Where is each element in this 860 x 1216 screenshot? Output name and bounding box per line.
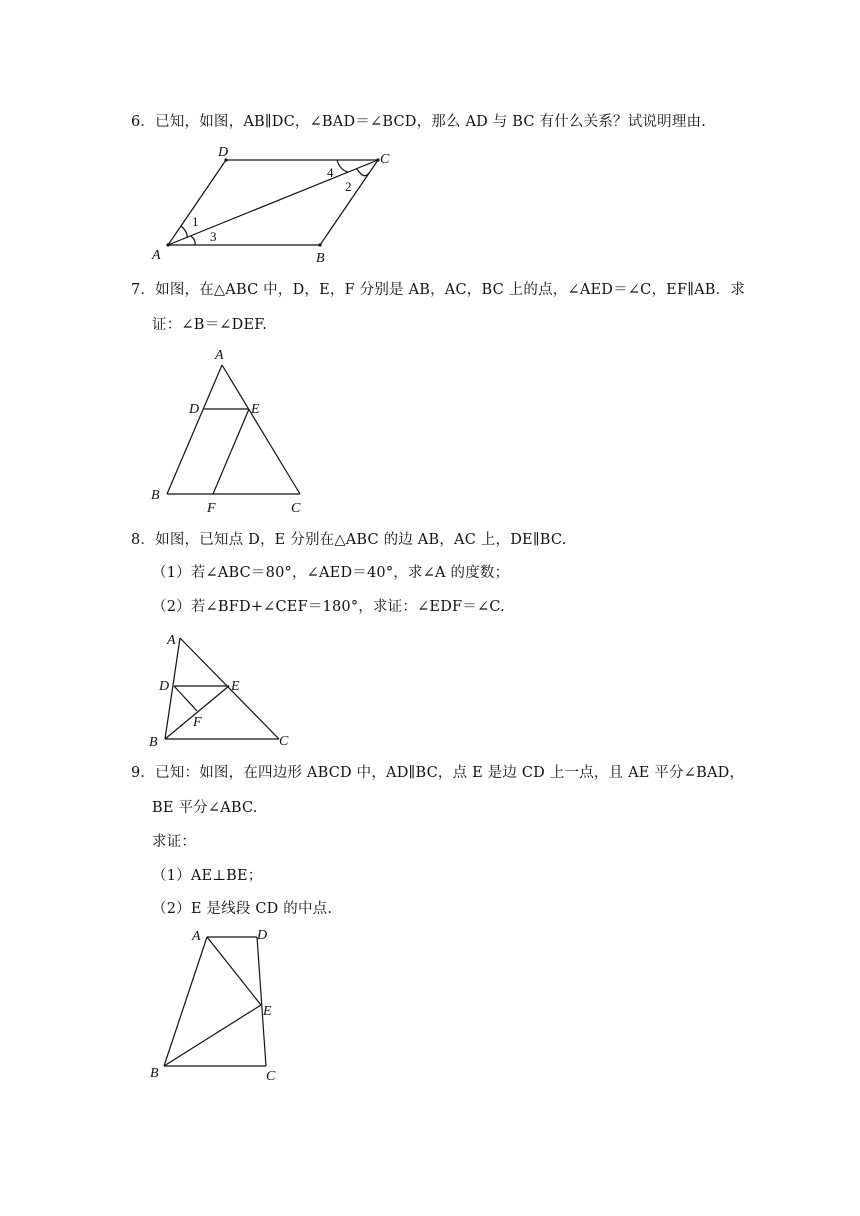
- problem-7-figure: [145, 345, 325, 520]
- problem-9-part-2: （2）E 是线段 CD 的中点.: [152, 901, 333, 917]
- problem-7-text-line2: 证：∠B＝∠DEF.: [152, 317, 268, 333]
- segment-ad: [168, 160, 226, 245]
- label-b: B: [149, 735, 158, 750]
- label-b: B: [151, 488, 160, 503]
- problem-9-prove: 求证：: [152, 834, 197, 850]
- problem-6-text: 6．已知，如图，AB∥DC，∠BAD＝∠BCD，那么 AD 与 BC 有什么关系？试说明理由.: [131, 114, 707, 130]
- problem-8-figure: [145, 628, 305, 750]
- problem-8-text: 8．如图，已知点 D，E 分别在△ABC 的边 AB，AC 上，DE∥BC.: [131, 532, 567, 548]
- label-2: 2: [345, 179, 352, 194]
- label-a: A: [192, 929, 201, 944]
- angle-arc-1: [181, 226, 187, 238]
- problem-9-text-line1: 9．已知：如图，在四边形 ABCD 中，AD∥BC，点 E 是边 CD 上一点，且 AE 平分∠BAD，: [131, 765, 745, 781]
- segment-df: [174, 686, 197, 711]
- label-d: D: [218, 145, 229, 160]
- label-c: C: [279, 734, 289, 749]
- problem-9-text-line2: BE 平分∠ABC.: [152, 800, 258, 816]
- label-1: 1: [192, 214, 199, 229]
- vertex-point: [318, 243, 321, 246]
- segment-be: [164, 1005, 261, 1066]
- segment-ae: [207, 937, 261, 1005]
- label-e: E: [231, 679, 240, 694]
- problem-8-part-2: （2）若∠BFD+∠CEF＝180°，求证：∠EDF＝∠C.: [152, 599, 505, 615]
- label-b: B: [316, 251, 325, 266]
- problem-9-figure: [145, 925, 295, 1085]
- label-d: D: [189, 402, 200, 417]
- label-b: B: [150, 1066, 159, 1081]
- problem-9-part-1: （1）AE⊥BE；: [152, 868, 263, 884]
- segment-ac: [168, 160, 378, 245]
- segment-ac: [222, 365, 300, 494]
- label-a: A: [215, 348, 224, 363]
- problem-6-figure: [140, 140, 400, 270]
- segment-ab: [164, 937, 207, 1066]
- label-a: A: [167, 633, 176, 648]
- segment-ef: [213, 409, 249, 494]
- label-e: E: [263, 1004, 272, 1019]
- problem-8-part-1: （1）若∠ABC＝80°，∠AED＝40°，求∠A 的度数；: [152, 565, 510, 581]
- segment-ab: [167, 365, 222, 494]
- label-c: C: [380, 152, 390, 167]
- angle-arc-3: [191, 236, 195, 245]
- label-c: C: [266, 1069, 276, 1084]
- label-4: 4: [327, 165, 334, 180]
- angle-arc-4: [337, 160, 348, 172]
- label-f: F: [207, 501, 216, 516]
- label-f: F: [193, 715, 202, 730]
- label-d: D: [159, 679, 170, 694]
- label-a: A: [152, 248, 161, 263]
- label-3: 3: [210, 229, 217, 244]
- segment-eb: [165, 686, 229, 739]
- angle-arc-2: [357, 169, 369, 176]
- vertex-point: [166, 243, 169, 246]
- label-d: D: [257, 928, 268, 943]
- label-c: C: [291, 501, 301, 516]
- problem-7-text-line1: 7．如图，在△ABC 中，D，E，F 分别是 AB，AC，BC 上的点，∠AED＝∠C，EF∥AB．求: [131, 282, 746, 298]
- label-e: E: [251, 402, 260, 417]
